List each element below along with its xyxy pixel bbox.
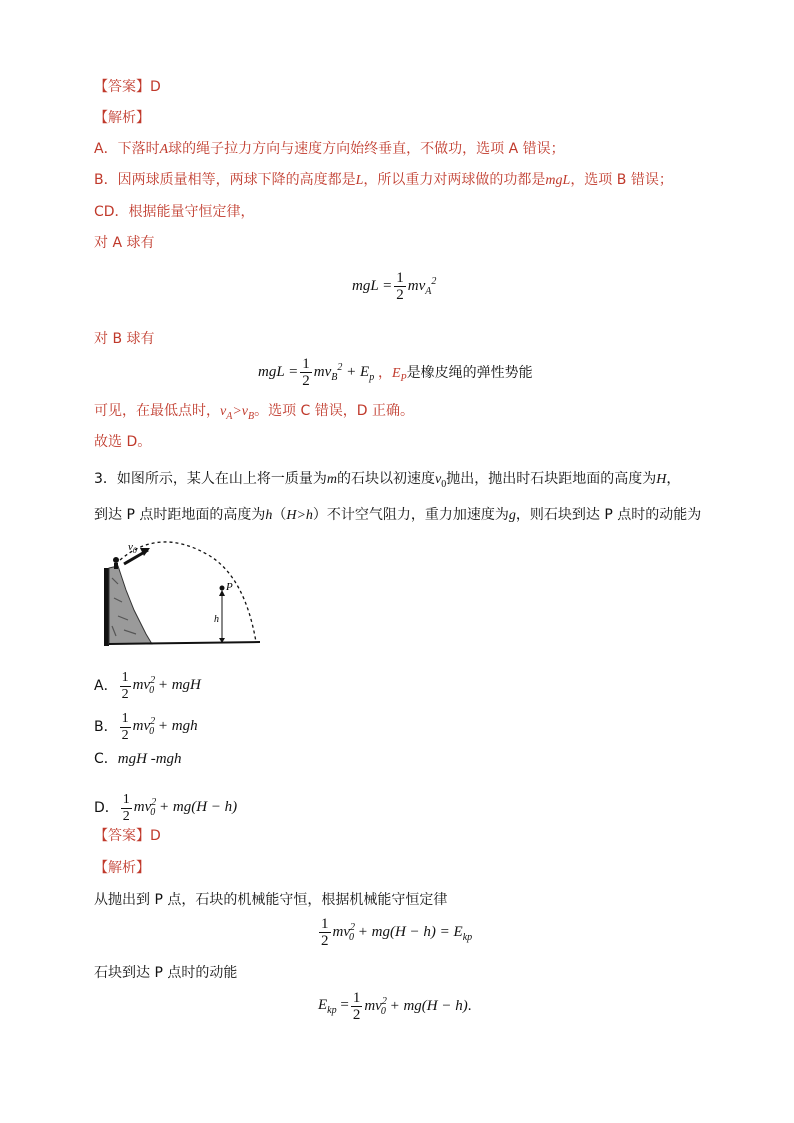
label-p: P xyxy=(226,581,233,593)
sup: 2 xyxy=(151,797,157,808)
analysis-tag: 【解析】 xyxy=(94,110,150,126)
numerator: 1 xyxy=(302,356,310,372)
eq-rhs xyxy=(314,362,374,383)
answer-tag: 【答案】 xyxy=(94,79,150,95)
q3-stem-line-2 xyxy=(94,506,701,525)
sup: 2 xyxy=(150,716,156,727)
text: ，选项 B 错误； xyxy=(570,172,673,188)
text: 抛出，抛出时石块距地面的高度为 xyxy=(446,471,657,487)
equation-3 xyxy=(317,916,472,949)
label-v0: $v_0$ xyxy=(128,541,137,555)
height-arrow-top xyxy=(219,590,225,596)
text: ）不计空气阻力，重力加速度为 xyxy=(312,507,509,523)
option-b[interactable] xyxy=(94,705,198,749)
denominator: 2 xyxy=(121,686,129,702)
option-a[interactable] xyxy=(94,664,201,708)
denominator: 2 xyxy=(121,727,129,743)
projectile-figure xyxy=(100,538,264,650)
text: （ xyxy=(272,507,287,523)
var-m: m xyxy=(326,472,338,487)
denominator: 2 xyxy=(122,808,130,824)
for-ball-b: 对 B 球有 xyxy=(94,331,155,347)
analysis-line-a xyxy=(94,140,565,159)
numerator: 1 xyxy=(121,710,129,726)
for-ball-a: 对 A 球有 xyxy=(94,235,155,251)
denominator: 2 xyxy=(302,373,310,389)
fraction xyxy=(121,792,132,825)
fraction xyxy=(120,711,131,744)
eq-lhs xyxy=(318,997,349,1016)
analysis-line-b xyxy=(94,171,673,190)
var-h: h xyxy=(265,508,273,523)
denominator: 2 xyxy=(396,287,404,303)
sub: P xyxy=(400,372,407,384)
sub: B xyxy=(248,410,255,422)
analysis-line-cd: CD．根据能量守恒定律， xyxy=(94,204,255,220)
sub: p xyxy=(369,372,375,383)
mv: mv xyxy=(132,677,151,693)
eq-rhs xyxy=(408,276,437,297)
explain-line-2: 石块到达 P 点时的动能 xyxy=(94,965,238,981)
point-p xyxy=(220,586,225,591)
condition: H>h xyxy=(286,508,313,523)
v: v xyxy=(220,404,227,419)
text: 。选项 C 错误，D 正确。 xyxy=(254,403,415,419)
fraction xyxy=(300,356,312,389)
tail: + mgh xyxy=(154,718,198,734)
eq-body xyxy=(333,922,473,943)
person-body xyxy=(114,563,118,569)
e: E xyxy=(318,997,328,1013)
sub: 0 xyxy=(349,932,354,943)
option-expr xyxy=(133,705,198,749)
equals: = xyxy=(336,997,349,1013)
var-H: H xyxy=(656,472,667,487)
eq-lhs: mgL = xyxy=(258,364,299,380)
text: A．下落时 xyxy=(94,141,160,157)
q3-stem-line-1 xyxy=(94,470,680,494)
equation-4 xyxy=(318,990,472,1023)
mv: mv xyxy=(407,278,426,294)
text: 的石块以初速度 xyxy=(337,471,436,487)
numerator: 1 xyxy=(352,990,361,1006)
mv: mv xyxy=(133,799,152,815)
sup: 2 xyxy=(381,996,387,1007)
fraction xyxy=(120,670,131,703)
answer-line-q2 xyxy=(94,78,161,96)
fraction xyxy=(351,990,363,1023)
sub: B xyxy=(331,372,338,383)
text: 球的绳子拉力方向与速度方向始终垂直，不做功，选项 A 错误； xyxy=(168,141,565,157)
answer-line-q3 xyxy=(94,827,161,845)
text: 到达 P 点时距地面的高度为 xyxy=(94,507,266,523)
sub: 0 xyxy=(380,1006,386,1017)
numerator: 1 xyxy=(396,270,404,286)
tail: + mg(H − h) = E xyxy=(354,924,463,940)
label-h: h xyxy=(214,614,219,625)
sub: kp xyxy=(327,1005,337,1016)
option-expr xyxy=(133,664,201,708)
sub: 0 xyxy=(150,807,156,818)
sup: 2 xyxy=(431,276,437,287)
option-expr xyxy=(134,786,237,830)
fraction xyxy=(319,916,331,949)
answer-tag: 【答案】 xyxy=(94,828,150,844)
note-text: 是橡皮绳的弹性势能 xyxy=(406,364,533,381)
sub: 0 xyxy=(441,478,447,490)
sub: 0 xyxy=(149,685,155,696)
cliff-edge xyxy=(104,568,109,646)
mv: mv xyxy=(313,364,332,380)
conclusion-line xyxy=(94,402,414,426)
sub: kp xyxy=(462,932,473,943)
sup: 2 xyxy=(150,675,156,686)
numerator: 1 xyxy=(121,669,129,685)
var-v: v xyxy=(435,472,442,487)
ep-note: ，$E_P$是橡皮绳的弹性势能 xyxy=(377,364,533,384)
option-key: B． xyxy=(94,719,118,735)
denominator: 2 xyxy=(352,1007,361,1023)
var-g: g xyxy=(508,508,516,523)
gt-v: >v xyxy=(232,404,248,419)
numerator: 1 xyxy=(321,916,329,932)
person-head xyxy=(113,557,119,563)
explain-line-1: 从抛出到 P 点，石块的机械能守恒，根据机械能守恒定律 xyxy=(94,892,448,908)
tail: + mg(H − h) xyxy=(155,799,238,815)
answer-value: D xyxy=(150,79,161,95)
eq-lhs: mgL = xyxy=(352,278,393,294)
mv: mv xyxy=(132,718,151,734)
fraction xyxy=(394,270,406,303)
option-key: A． xyxy=(94,678,118,694)
var-l: L xyxy=(355,173,364,188)
mv: mv xyxy=(332,924,350,940)
sub: A xyxy=(425,286,432,297)
option-d[interactable] xyxy=(94,786,237,830)
numerator: 1 xyxy=(122,791,130,807)
tail: + mgH xyxy=(154,677,201,693)
mv: mv xyxy=(364,998,382,1014)
option-key: C． xyxy=(94,751,118,767)
analysis-tag-q3: 【解析】 xyxy=(94,860,150,876)
option-text: mgH -mgh xyxy=(117,751,182,767)
var-a: A xyxy=(159,142,169,157)
sub: 0 xyxy=(149,726,155,737)
text: B．因两球质量相等，两球下降的高度都是 xyxy=(94,172,356,188)
choose-line: 故选 D。 xyxy=(94,434,152,450)
sup: 2 xyxy=(350,922,355,933)
equation-1 xyxy=(352,270,436,303)
var-e: E xyxy=(391,365,401,381)
text: ，所以重力对两球做的功都是 xyxy=(363,172,546,188)
text: 可见，在最低点时， xyxy=(94,403,220,419)
denominator: 2 xyxy=(321,933,329,949)
option-key: D． xyxy=(94,800,119,816)
tail: + mg(H − h) xyxy=(385,998,468,1014)
eq-body xyxy=(364,996,471,1017)
text: 3．如图所示，某人在山上将一质量为 xyxy=(94,471,327,487)
text: ， xyxy=(666,471,681,487)
period: . xyxy=(467,998,472,1014)
sub: A xyxy=(226,410,233,422)
expr-mgl: mgL xyxy=(545,173,571,188)
text: ，则石块到达 P 点时的动能为 xyxy=(515,507,702,523)
sup: 2 xyxy=(337,362,343,373)
plus-ep: + E xyxy=(342,364,370,380)
equation-2 xyxy=(258,356,533,389)
option-c[interactable] xyxy=(94,750,182,768)
answer-value: D xyxy=(150,828,161,844)
